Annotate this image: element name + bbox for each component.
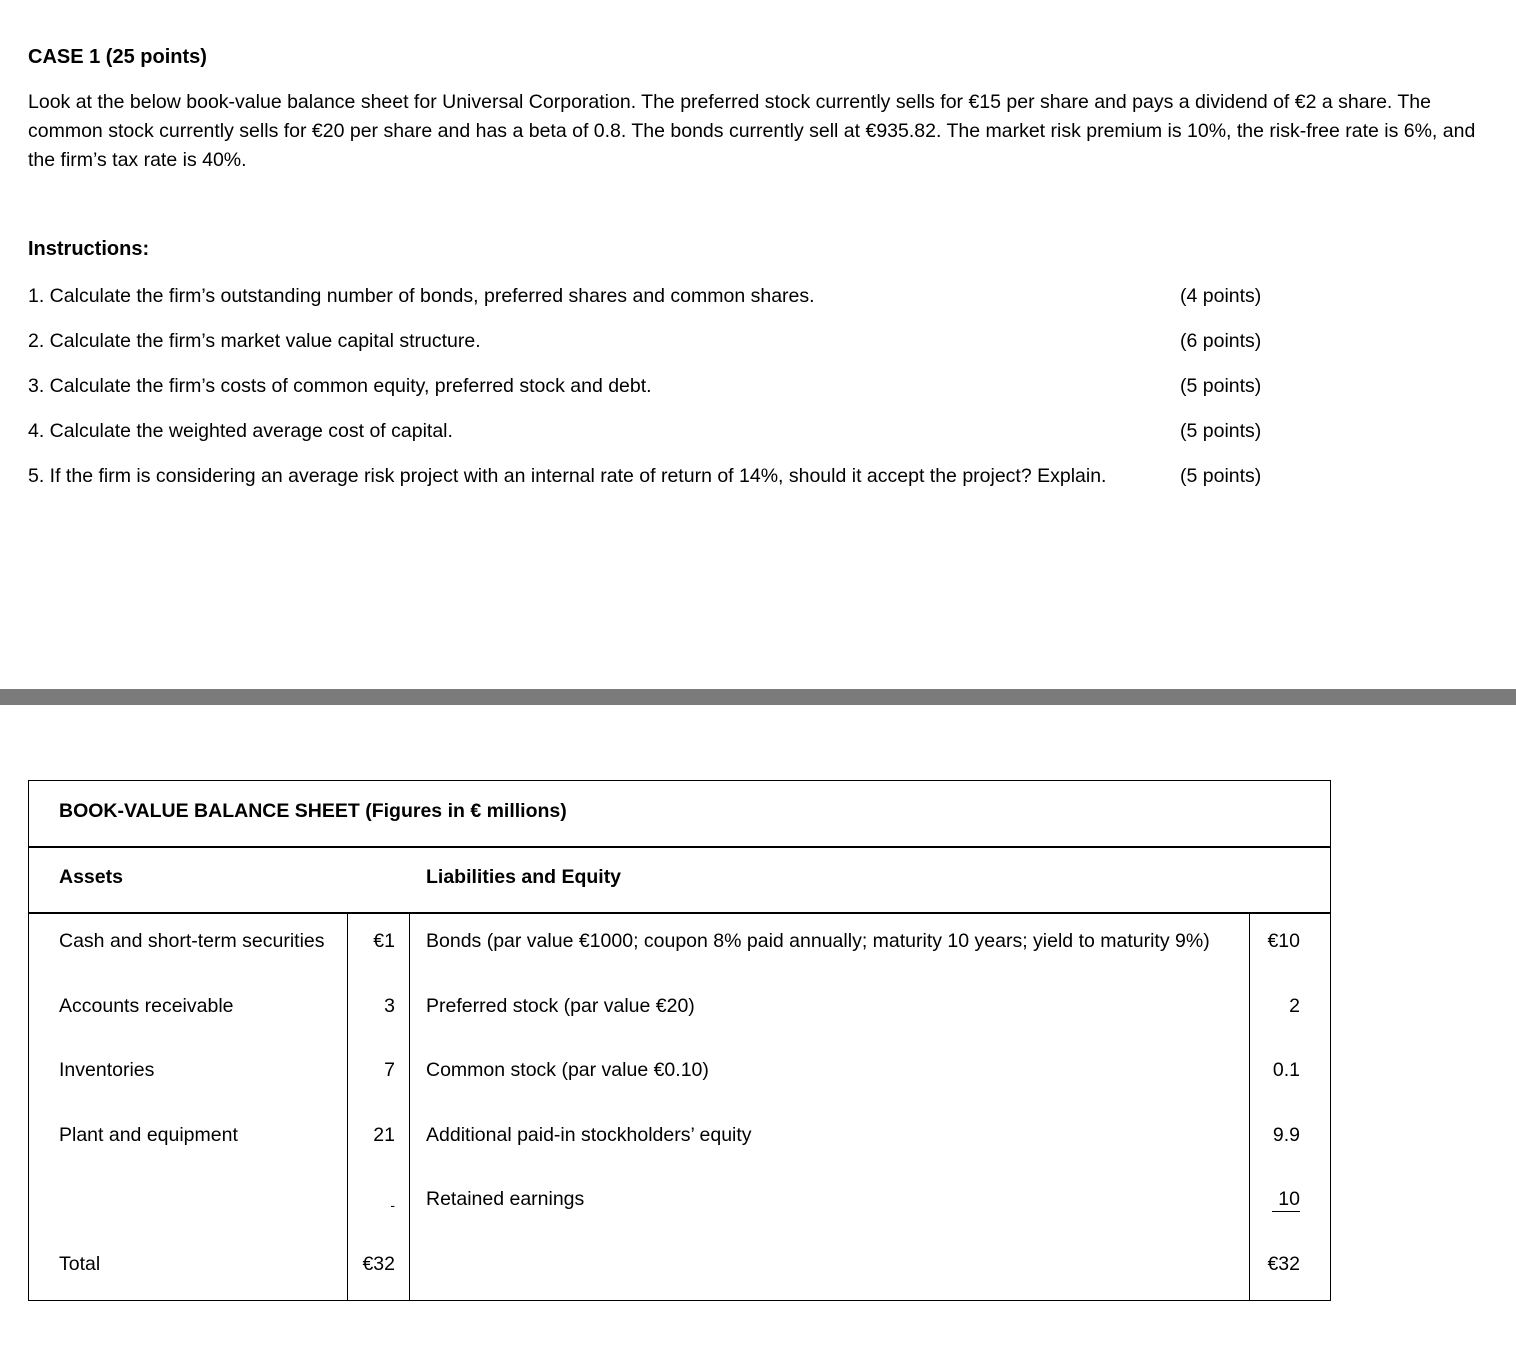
task-item	[28, 282, 1288, 310]
column-rule	[347, 913, 348, 1301]
total-label: Total	[59, 1253, 101, 1275]
liability-value: 9.9	[1272, 1124, 1300, 1146]
total-liabilities: €32	[1267, 1253, 1300, 1275]
balance-sheet-table	[28, 780, 1331, 1301]
liability-label: Preferred stock (par value €20)	[426, 995, 695, 1017]
task-points: (5 points)	[1180, 375, 1262, 397]
instructions-label: Instructions:	[28, 238, 150, 260]
task-points: (5 points)	[1180, 420, 1262, 442]
task-text: 1. Calculate the firm’s outstanding number of bonds, preferred shares and common shares.	[28, 285, 815, 307]
asset-value: 21	[373, 1124, 395, 1146]
column-rule	[1249, 913, 1250, 1301]
task-text: 2. Calculate the firm’s market value capital structure.	[28, 330, 481, 352]
task-points: (4 points)	[1180, 285, 1262, 307]
asset-value: 7	[384, 1059, 395, 1081]
asset-label: Plant and equipment	[59, 1124, 238, 1146]
liability-value: 10	[1272, 1187, 1300, 1212]
assets-header: Assets	[59, 866, 123, 888]
liability-value: €10	[1267, 930, 1300, 952]
liability-label: Common stock (par value €0.10)	[426, 1059, 709, 1081]
asset-value: 3	[384, 995, 395, 1017]
case-intro: Look at the below book-value balance sheet for Universal Corporation. The preferred stock currently sells for €15 per share and pays a dividend of €2 a share. The common stock currently sells for €20 per share and has a beta of 0.8. The bonds currently sell at €935.82. The market risk premium is 10%, the risk-free rate is 6%, and the firm’s tax rate is 40%.	[28, 91, 1476, 171]
task-item	[28, 462, 1288, 490]
table-rule	[29, 912, 1330, 914]
task-item	[28, 327, 1288, 355]
task-text: 3. Calculate the firm’s costs of common equity, preferred stock and debt.	[28, 375, 652, 397]
task-text: 5. If the firm is considering an average risk project with an internal rate of return of 14%, should it accept the project? Explain.	[28, 465, 1107, 487]
page-divider	[0, 689, 1516, 705]
asset-label: Inventories	[59, 1059, 155, 1081]
liability-label: Additional paid-in stockholders’ equity	[426, 1124, 752, 1146]
task-text: 4. Calculate the weighted average cost of capital.	[28, 420, 453, 442]
liability-label: Bonds (par value €1000; coupon 8% paid annually; maturity 10 years; yield to maturity 9%)	[426, 930, 1210, 952]
liability-value: 0.1	[1272, 1059, 1300, 1081]
liabilities-header: Liabilities and Equity	[426, 866, 622, 888]
asset-label: Accounts receivable	[59, 995, 234, 1017]
asset-value: -	[390, 1197, 395, 1213]
task-item	[28, 372, 1288, 400]
task-points: (5 points)	[1180, 465, 1262, 487]
liability-label: Retained earnings	[426, 1188, 585, 1210]
table-rule	[29, 846, 1330, 848]
column-rule	[409, 913, 410, 1301]
liability-value: 2	[1289, 995, 1300, 1017]
balance-sheet-title: BOOK-VALUE BALANCE SHEET (Figures in € millions)	[59, 800, 567, 822]
total-assets: €32	[362, 1253, 395, 1275]
case-heading: CASE 1 (25 points)	[28, 46, 207, 68]
asset-value: €1	[373, 930, 395, 952]
task-points: (6 points)	[1180, 330, 1262, 352]
asset-label: Cash and short-term securities	[59, 930, 325, 952]
task-item	[28, 417, 1288, 445]
